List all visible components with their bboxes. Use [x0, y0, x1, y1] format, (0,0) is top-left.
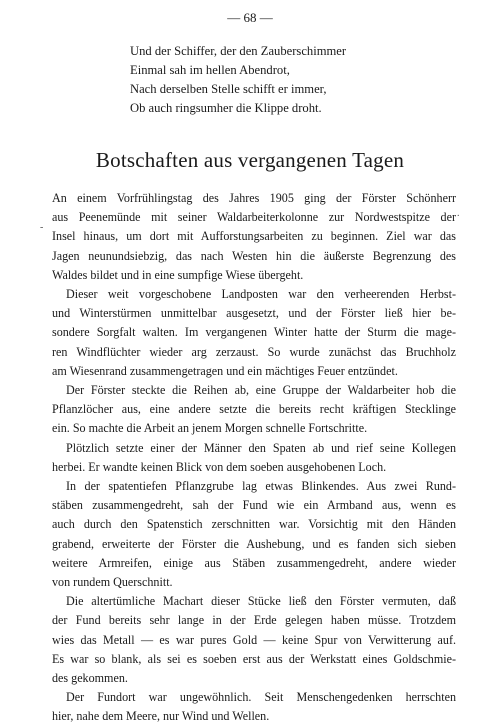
text-line: wies das Metall — es war pures Gold — keine Spur von Verwitterung auf.: [52, 632, 456, 647]
text-line: der Fund bereits sehr lange in der Erde gelegen haben müsse. Trotzdem: [52, 613, 456, 628]
text-line: Pflanzlöcher aus, eine andere setzte die bereits recht kräftigen Stecklinge: [52, 402, 456, 417]
speck-mark: -: [40, 222, 44, 233]
text-line: ren Windflüchter wieder arg zerzaust. So wurde zunächst das Bruchholz: [52, 344, 456, 359]
text-line: grabend, erweiterte der Förster die Aushebung, und es fanden sich sieben: [52, 536, 456, 551]
text-line: sondere Sorgfalt walten. Im vergangenen Winter hatte der Sturm die mage-: [52, 325, 456, 340]
text-line: von rundem Querschnitt.: [52, 575, 173, 590]
text-line: aus Peenemünde mit seiner Waldarbeiterkolonne zur Nordwestspitze der: [52, 210, 456, 225]
text-line: herbei. Er wandte keinen Blick von dem soeben ausgehobenen Loch.: [52, 459, 387, 474]
text-line: In der spatentiefen Pflanzgrube lag etwas Blinkendes. Aus zwei Rund-: [66, 479, 456, 494]
text-line: hier, nahe dem Meere, nur Wind und Wellen.: [52, 709, 270, 724]
verse-line: Und der Schiffer, der den Zauberschimmer: [130, 44, 347, 58]
text-line: weitere Armreifen, einige aus Stäben zusammengedreht, andere wieder: [52, 555, 456, 570]
text-line: am Wiesenrand zusammengetragen und ein mächtiges Feuer entzündet.: [52, 363, 398, 378]
text-line: An einem Vorfrühlingstag des Jahres 1905 ging der Förster Schönherr: [52, 191, 456, 205]
text-line: des gekommen.: [52, 671, 128, 686]
text-line: Waldes bildet und in eine sumpfige Wiese übergeht.: [52, 267, 304, 282]
text-line: stäben zusammengedreht, sah der Fund wie ein Armband aus, wenn es: [52, 498, 456, 513]
chapter-title: Botschaften aus vergangenen Tagen: [95, 148, 405, 172]
text-line: Es war so blank, als sei es soeben erst aus der Werkstatt eines Goldschmie-: [52, 651, 456, 666]
speck-mark: .: [457, 208, 460, 219]
poem-stanza: [130, 42, 346, 118]
text-line: und Winterstürmen unmittelbar ausgesetzt, und der Förster ließ hier be-: [52, 306, 456, 321]
text-line: Die altertümliche Machart dieser Stücke ließ den Förster vermuten, daß: [66, 594, 456, 609]
text-line: Dieser weit vorgeschobene Landposten war den verheerenden Herbst-: [66, 287, 456, 302]
text-line: auch durch den Spatenstich zerschnitten war. Vorsichtig mit den Händen: [52, 517, 456, 532]
text-line: Der Förster steckte die Reihen ab, eine Gruppe der Waldarbeiter hob die: [66, 383, 456, 398]
body-text: [52, 189, 456, 727]
text-line: Jagen neunundsiebzig, das nach Westen hin die äußerste Begrenzung des: [52, 248, 456, 263]
text-line: Der Fundort war ungewöhnlich. Seit Menschengedenken herrschten: [66, 690, 456, 705]
text-line: Plötzlich setzte einer der Männer den Spaten ab und rief seine Kollegen: [66, 440, 456, 455]
text-line: Insel hinaus, um dort mit Aufforstungsarbeiten zu beginnen. Ziel war das: [52, 229, 456, 244]
page-number: — 68 —: [227, 10, 273, 25]
verse-line: Nach derselben Stelle schifft er immer,: [130, 82, 327, 96]
verse-line: Ob auch ringsumher die Klippe droht.: [130, 101, 322, 115]
verse-line: Einmal sah im hellen Abendrot,: [130, 63, 290, 77]
text-line: ein. So machte die Arbeit an jenem Morgen schnelle Fortschritte.: [52, 421, 368, 436]
